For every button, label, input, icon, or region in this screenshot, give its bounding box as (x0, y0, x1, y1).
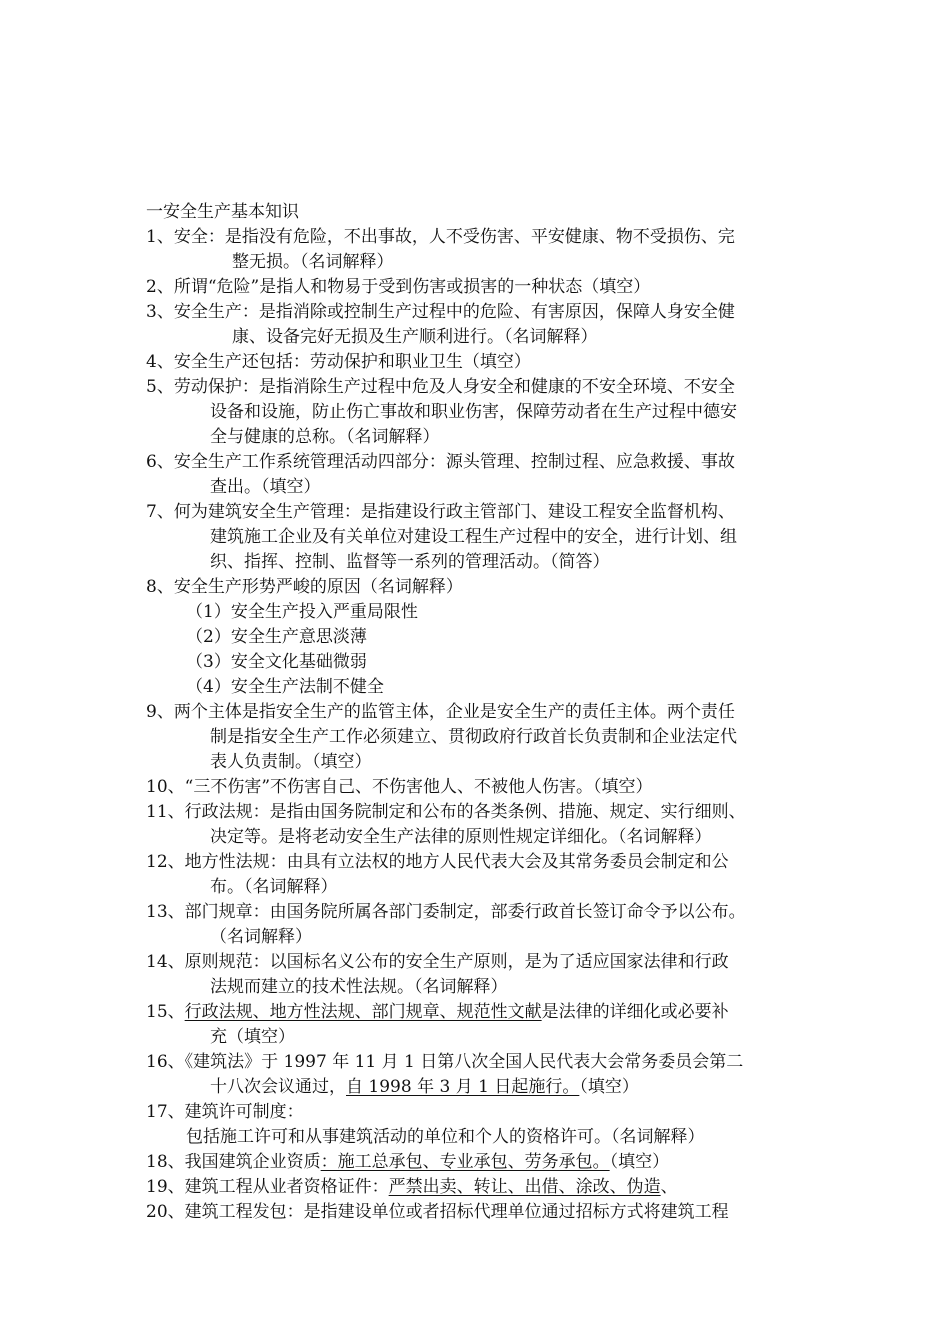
item-13-line-2: （名词解释） (210, 927, 312, 947)
item-1-line-1: 1、安全：是指没有危险，不出事故，人不受伤害、平安健康、物不受损伤、完 (146, 227, 735, 247)
item-18-underlined: ：施工总承包、专业承包、劳务承包。 (320, 1152, 610, 1172)
item-19-end: 、 (660, 1177, 678, 1197)
item-1-line-2: 整无损。（名词解释） (232, 252, 394, 272)
item-14-line-1: 14、原则规范：以国标名义公布的安全生产原则，是为了适应国家法律和行政 (146, 952, 729, 972)
item-12-line-1: 12、地方性法规：由具有立法权的地方人民代表大会及其常务委员会制定和公 (146, 852, 729, 872)
item-19-start: 19、建筑工程从业者资格证件： (146, 1177, 389, 1197)
item-8-line-1: 8、安全生产形势严峻的原因（名词解释） (146, 577, 463, 597)
item-7-line-3: 织、指挥、控制、监督等一系列的管理活动。（简答） (210, 552, 610, 572)
item-17-line-1: 17、建筑许可制度： (146, 1102, 304, 1122)
item-7-line-2: 建筑施工企业及有关单位对建设工程生产过程中的安全，进行计划、组 (210, 527, 737, 547)
item-5-line-1: 5、劳动保护：是指消除生产过程中危及人身安全和健康的不安全环境、不安全 (146, 377, 735, 397)
item-9-line-2: 制是指安全生产工作必须建立、贯彻政府行政首长负责制和企业法定代 (210, 727, 737, 747)
item-15-rest: 是法律的详细化或必要补 (541, 1002, 729, 1022)
item-12-line-2: 布。（名词解释） (210, 877, 338, 897)
item-16-line-2-end: （填空） (579, 1077, 639, 1097)
item-4-line-1: 4、安全生产还包括：劳动保护和职业卫生（填空） (146, 352, 531, 372)
item-16-underlined: 自 1998 年 3 月 1 日起施行。 (346, 1077, 580, 1097)
item-7-line-1: 7、何为建筑安全生产管理：是指建设行政主管部门、建设工程安全监督机构、 (146, 502, 735, 522)
item-13-line-1: 13、部门规章：由国务院所属各部门委制定，部委行政首长签订命令予以公布。 (146, 902, 746, 922)
item-15-line-1 (146, 1000, 729, 1025)
item-20-line-1: 20、建筑工程发包：是指建设单位或者招标代理单位通过招标方式将建筑工程 (146, 1202, 729, 1222)
item-5-line-3: 全与健康的总称。（名词解释） (210, 427, 440, 447)
item-15-line-2: 充（填空） (210, 1027, 295, 1047)
item-6-line-2: 查出。（填空） (210, 477, 321, 497)
item-19-line-1 (146, 1175, 678, 1200)
item-16-line-1: 16、《建筑法》于 1997 年 11 月 1 日第八次全国人民代表大会常务委员会第二 (146, 1052, 744, 1072)
item-2-line-1: 2、所谓“危险”是指人和物易于受到伤害或损害的一种状态（填空） (146, 277, 651, 297)
item-8-sub-4: （4）安全生产法制不健全 (186, 677, 384, 697)
item-15-underlined: 行政法规、地方性法规、部门规章、规范性文献 (184, 1002, 542, 1022)
item-14-line-2: 法规而建立的技术性法规。（名词解释） (210, 977, 508, 997)
item-11-line-1: 11、行政法规：是指由国务院制定和公布的各类条例、措施、规定、实行细则、 (146, 802, 746, 822)
item-18-start: 18、我国建筑企业资质 (146, 1152, 321, 1172)
item-8-sub-2: （2）安全生产意思淡薄 (186, 627, 367, 647)
item-9-line-1: 9、两个主体是指安全生产的监管主体，企业是安全生产的责任主体。两个责任 (146, 702, 735, 722)
item-8-sub-3: （3）安全文化基础微弱 (186, 652, 367, 672)
item-16-line-2-start: 十八次会议通过， (210, 1077, 346, 1097)
item-5-line-2: 设备和设施，防止伤亡事故和职业伤害，保障劳动者在生产过程中德安 (210, 402, 737, 422)
section-title: 一安全生产基本知识 (146, 202, 299, 222)
item-9-line-3: 表人负责制。（填空） (210, 752, 372, 772)
item-3-line-1: 3、安全生产：是指消除或控制生产过程中的危险、有害原因，保障人身安全健 (146, 302, 735, 322)
item-19-underlined: 严禁出卖、转让、出借、涂改、伪造 (388, 1177, 661, 1197)
item-8-sub-1: （1）安全生产投入严重局限性 (186, 602, 418, 622)
item-10-line-1: 10、“三不伤害”不伤害自己、不伤害他人、不被他人伤害。（填空） (146, 777, 653, 797)
item-6-line-1: 6、安全生产工作系统管理活动四部分：源头管理、控制过程、应急救援、事故 (146, 452, 735, 472)
item-16-line-2 (210, 1075, 639, 1100)
item-18-line-1 (146, 1150, 669, 1175)
item-15-number: 15、 (146, 1002, 185, 1022)
item-17-line-2: 包括施工许可和从事建筑活动的单位和个人的资格许可。（名词解释） (186, 1127, 705, 1147)
item-18-end: （填空） (609, 1152, 670, 1172)
item-11-line-2: 决定等。是将老动安全生产法律的原则性规定详细化。（名词解释） (210, 827, 712, 847)
item-3-line-2: 康、设备完好无损及生产顺利进行。（名词解释） (232, 327, 598, 347)
